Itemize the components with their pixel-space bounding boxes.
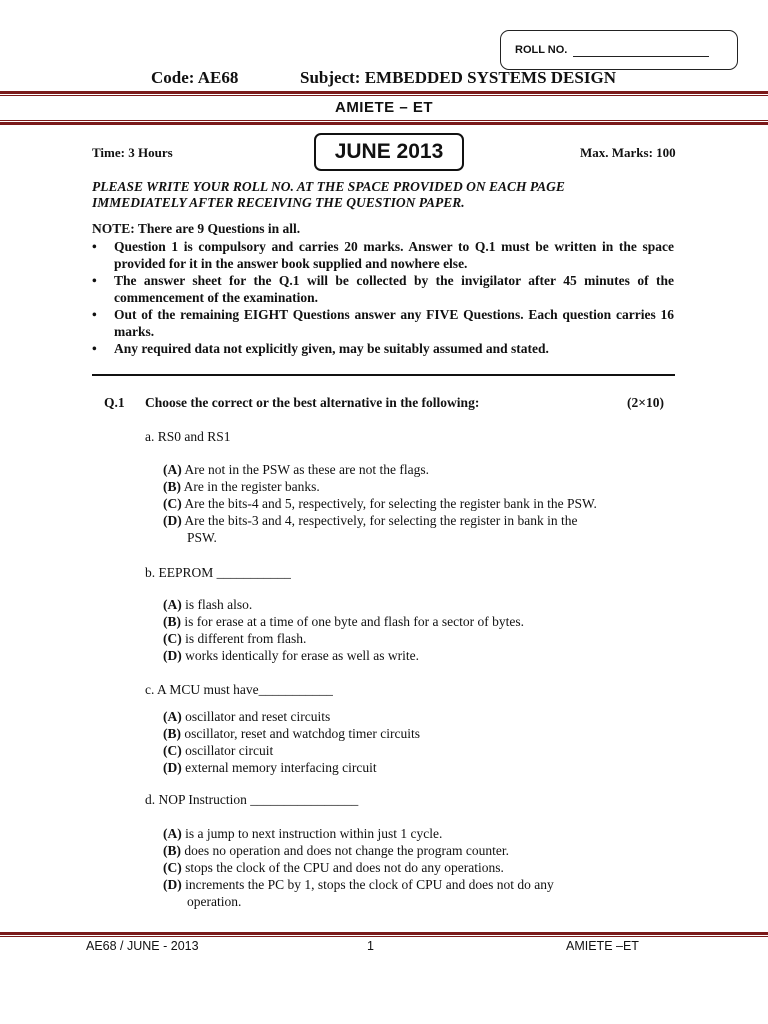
exam-time: Time: 3 Hours (92, 145, 173, 160)
list-item: • Out of the remaining EIGHT Questions answer any FIVE Questions. Each question carries 16 marks. (92, 307, 674, 339)
option-d-a: (A) is a jump to next instruction within just 1 cycle. (163, 826, 443, 841)
footer-code: AE68 / JUNE - 2013 (86, 939, 199, 953)
footer-rule-thin (0, 936, 768, 937)
part-stem-c: c. A MCU must have___________ (145, 682, 333, 697)
header-rule-top (0, 91, 768, 94)
footer-program: AMIETE –ET (566, 939, 639, 953)
header-rule-bottom (0, 122, 768, 125)
option-d-c: (C) stops the clock of the CPU and does not do any operations. (163, 860, 504, 875)
instruction-list (92, 238, 674, 357)
program-title: AMIETE – ET (334, 99, 433, 116)
header-rule-bottom-thin (0, 120, 768, 121)
option-a-d: (D) Are the bits-3 and 4, respectively, for selecting the register in bank in the PSW. (163, 513, 578, 545)
list-item: • The answer sheet for the Q.1 will be collected by the invigilator after 45 minutes of the commencement of the examination. (92, 273, 674, 305)
option-b-c: (C) is different from flash. (163, 631, 307, 646)
exam-session-label: JUNE 2013 (334, 140, 444, 163)
note: NOTE: There are 9 Questions in all. (92, 221, 301, 236)
roll-number-label: ROLL NO. (515, 44, 568, 56)
part-stem-a: a. RS0 and RS1 (145, 429, 231, 444)
roll-number-box (500, 30, 738, 70)
option-a-c: (C) Are the bits-4 and 5, respectively, for selecting the register bank in the PSW. (163, 496, 597, 511)
option-d-d: (D) increments the PC by 1, stops the clock of CPU and does not do any operation. (163, 877, 554, 909)
option-b-a: (A) is flash also. (163, 597, 253, 612)
roll-instruction-line1: PLEASE WRITE YOUR ROLL NO. AT THE SPACE PROVIDED ON EACH PAGE (92, 179, 565, 194)
option-a-b: (B) Are in the register banks. (163, 479, 320, 494)
option-b-d: (D) works identically for erase as well as write. (163, 648, 420, 663)
section-divider (92, 374, 675, 376)
list-item: • Any required data not explicitly given, may be suitably assumed and stated. (92, 341, 549, 356)
part-stem-d: d. NOP Instruction ________________ (145, 792, 359, 807)
list-item: • Question 1 is compulsory and carries 20 marks. Answer to Q.1 must be written in the space provided for it in the answer book supplied and nowhere else. (92, 239, 674, 271)
paper-subject: Subject: EMBEDDED SYSTEMS DESIGN (300, 68, 616, 87)
part-stem-b: b. EEPROM ___________ (145, 565, 291, 580)
option-b-b: (B) is for erase at a time of one byte and flash for a sector of bytes. (163, 614, 524, 629)
option-a-a: (A) Are not in the PSW as these are not the flags. (163, 462, 429, 477)
paper-code: Code: AE68 (151, 68, 239, 87)
option-c-b: (B) oscillator, reset and watchdog timer circuits (163, 726, 421, 741)
page-number: 1 (367, 939, 374, 953)
option-c-a: (A) oscillator and reset circuits (163, 709, 331, 724)
question-number: Q.1 (104, 395, 125, 410)
roll-instruction-line2: IMMEDIATELY AFTER RECEIVING THE QUESTION PAPER. (92, 195, 465, 210)
header-rule-top-thin (0, 95, 768, 96)
option-d-b: (B) does no operation and does not change the program counter. (163, 843, 510, 858)
option-c-d: (D) external memory interfacing circuit (163, 760, 377, 775)
question-marks: (2×10) (627, 395, 664, 410)
exam-session (314, 133, 464, 171)
option-c-c: (C) oscillator circuit (163, 743, 274, 758)
roll-number-blank[interactable] (573, 44, 709, 57)
footer-rule (0, 932, 768, 935)
question-text: Choose the correct or the best alternative in the following: (145, 395, 480, 410)
max-marks: Max. Marks: 100 (580, 145, 676, 160)
